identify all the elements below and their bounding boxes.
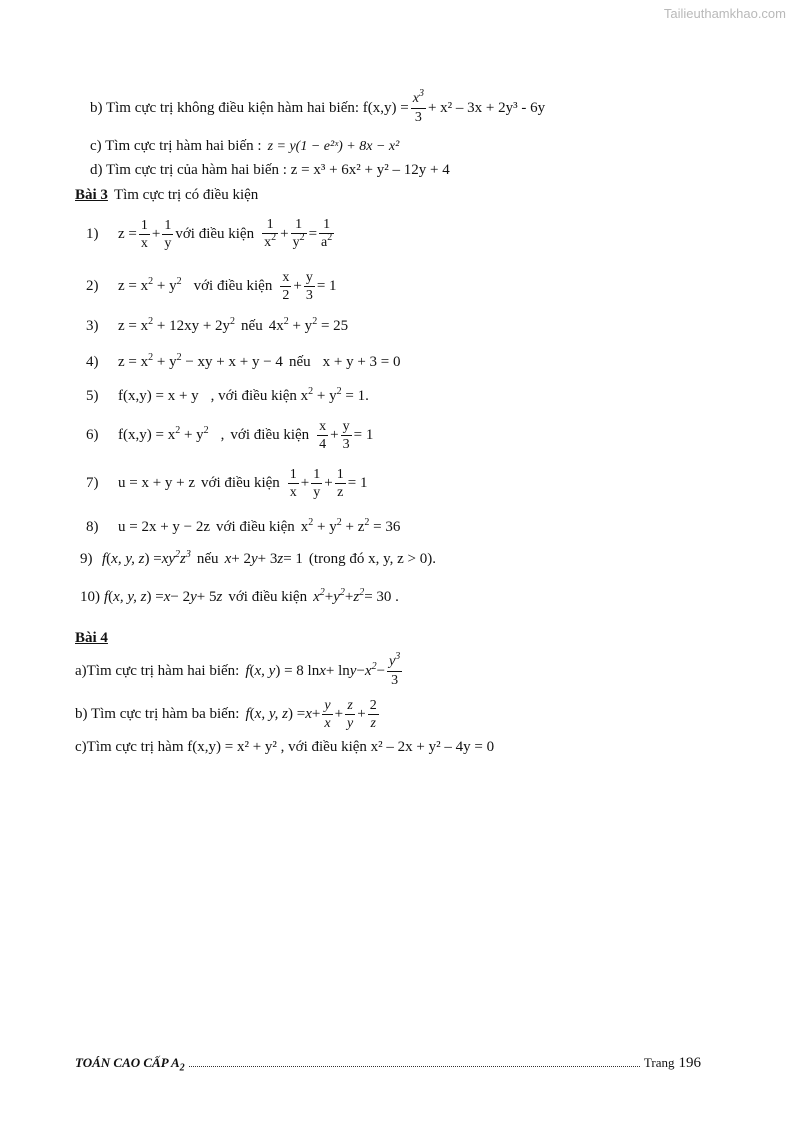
footer-page-number: 196 xyxy=(678,1055,701,1071)
item-number: 2) xyxy=(86,278,99,294)
bai3-item-6: 6) $f(x,y) = x^2 + y^2$ , với điều kiện $\frac{x}{4}$ + $\frac{y}{3}$ = 1 xyxy=(86,419,374,452)
bai3-item-8: 8) u = 2x + y − 2z với điều kiện $x^2 + y^2 + z^2 = 36$ xyxy=(86,517,401,535)
item-number: 7) xyxy=(86,475,99,491)
bai3-heading-line xyxy=(75,187,258,204)
item-c-formula: z = y(1 − e²ˣ) + 8x − x² xyxy=(267,138,400,154)
bai4-item-a: a)Tìm cực trị hàm hai biến: f ( x, y ) = 8 ln x + ln y − $x^2$ − $\frac{y^3}{3}$ xyxy=(75,651,401,688)
item-number: 5) xyxy=(86,388,99,404)
item-number: 10) xyxy=(80,589,100,605)
bai3-heading: Bài 3 xyxy=(75,187,108,203)
bai3-item-1: 1) z = $\frac{1}{x}$ + $\frac{1}{y}$ với điều kiện $\frac{1}{x^2}$ + $\frac{1}{y^2}$ = $\frac{1}{a^2}$ xyxy=(86,217,333,251)
condition-word: với điều kiện xyxy=(201,475,280,491)
bai4-b-label: b) Tìm cực trị hàm ba biến: xyxy=(75,706,240,722)
watermark: Tailieuthamkhao.com xyxy=(663,6,786,21)
bai4-item-b: b) Tìm cực trị hàm ba biến: f ( x, y, z ) = x + $\frac{y}{x}$ + $\frac{z}{y}$ + $\frac{2}{z}$ xyxy=(75,698,377,731)
bai3-item-2: 2) $z = x^2 + y^2$ với điều kiện $\frac{x}{2}$ + $\frac{y}{3}$ = 1 xyxy=(86,270,337,303)
item-number: 9) xyxy=(80,551,93,567)
bai3-item-4: 4) $z = x^2 + y^2$ − xy + x + y − 4 nếu x + y + 3 = 0 xyxy=(86,352,401,370)
item-d xyxy=(90,162,450,179)
item-b-tail: + x² – 3x + 2y³ - 6y xyxy=(427,99,546,116)
footer-dotted-leader xyxy=(189,1066,640,1067)
condition-word: với điều kiện xyxy=(175,225,255,242)
bai3-item-7: 7) u = x + y + z với điều kiện $\frac{1}{x}$ + $\frac{1}{y}$ + $\frac{1}{z}$ = 1 xyxy=(86,467,368,500)
item-d-label: d) Tìm cực trị của hàm hai biến : z = x³ + 6x² + y² – 12y + 4 xyxy=(90,162,450,178)
bai4-c-label: c)Tìm cực trị hàm f(x,y) = x² + y² , với điều kiện x² – 2x + y² – 4y = 0 xyxy=(75,739,495,755)
if-word: nếu xyxy=(196,551,219,567)
bai3-item-9: 9) f ( x, y, z ) = $xy^2z^3$ nếu x + 2 y + 3 z = 1 (trong đó x, y, z > 0). xyxy=(80,549,436,567)
fraction-x3-over-3: $\frac{x^3}{3}$ xyxy=(412,88,424,125)
item-c xyxy=(90,138,399,155)
bai3-item-5: 5) f(x,y) = x + y , với điều kiện $x^2 + y^2 = 1$. xyxy=(86,386,369,404)
footer-page-label: Trang xyxy=(643,1055,675,1070)
item-c-label: c) Tìm cực trị hàm hai biến : xyxy=(90,138,262,154)
if-word: nếu xyxy=(241,318,263,334)
bai3-title: Tìm cực trị có điều kiện xyxy=(113,187,259,203)
item-b xyxy=(90,90,545,126)
item10-condition: với điều kiện xyxy=(228,589,308,605)
condition-word: với điều kiện xyxy=(193,278,273,294)
page-footer xyxy=(75,1055,701,1074)
item-number: 8) xyxy=(86,519,99,535)
bai3-item-10: 10) f ( x, y, z ) = x − 2 y + 5 z với điều kiện $x^2$ + $y^2$ + $z^2$ = 30 . xyxy=(80,587,399,605)
item-b-label: b) Tìm cực trị không điều kiện hàm hai biến: f(x,y) = xyxy=(90,99,409,116)
item-number: 6) xyxy=(86,427,99,443)
bai4-heading-line xyxy=(75,630,108,647)
bai4-heading: Bài 4 xyxy=(75,630,108,646)
condition-word: với điều kiện xyxy=(230,427,310,443)
item-number: 1) xyxy=(86,225,99,242)
bai3-item-3: 3) $z = x^2 + 12xy + 2y^2$ nếu $4x^2 + y^2 = 25$ xyxy=(86,316,349,334)
condition-word: với điều kiện xyxy=(216,519,295,535)
if-word: nếu xyxy=(288,354,311,370)
bai4-a-label: a)Tìm cực trị hàm hai biến: xyxy=(75,662,240,679)
item-number: 4) xyxy=(86,354,99,370)
footer-title: TOÁN CAO CẤP $A_2$ xyxy=(75,1055,185,1074)
bai4-item-c xyxy=(75,739,494,756)
item-number: 3) xyxy=(86,318,99,334)
item9-tail: (trong đó x, y, z > 0). xyxy=(308,551,436,567)
